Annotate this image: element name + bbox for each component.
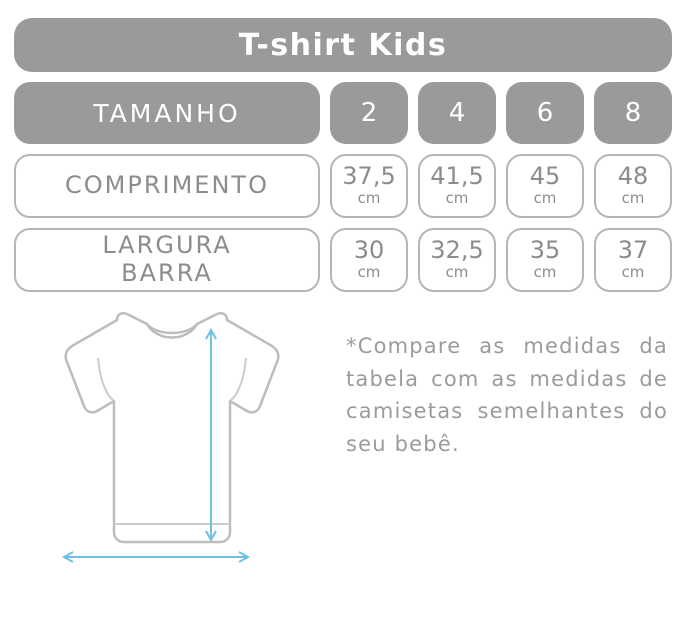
header-size-4 [418, 82, 496, 144]
cell-comprimento-8 [594, 154, 672, 218]
header-label-cell [14, 82, 320, 144]
cell-comprimento-6-unit: cm [533, 188, 557, 207]
header-size-4-text: 4 [448, 98, 466, 128]
header-size-2 [330, 82, 408, 144]
header-size-8-text: 8 [624, 98, 642, 128]
cell-comprimento-4-value: 41,5 [430, 161, 484, 190]
cell-comprimento-8-unit: cm [621, 188, 645, 207]
cell-largura-2 [330, 228, 408, 292]
cell-comprimento-6 [506, 154, 584, 218]
cell-comprimento-4-unit: cm [445, 188, 469, 207]
t-shirt-icon [14, 302, 330, 582]
cell-comprimento-6-value: 45 [529, 161, 561, 190]
vertical-measure-arrow [206, 330, 216, 540]
cell-largura-6-unit: cm [533, 262, 557, 281]
cell-largura-6 [506, 228, 584, 292]
cell-largura-4 [418, 228, 496, 292]
table-row [14, 228, 672, 292]
note-text: *Compare as medidas da tabela com as medidas de camisetas semelhantes do seu bebê. [346, 334, 668, 456]
cell-largura-2-value: 30 [353, 235, 385, 264]
header-label-text: TAMANHO [93, 98, 241, 128]
row-label-largura-line1: LARGURA [102, 231, 232, 260]
cell-largura-8-unit: cm [621, 262, 645, 281]
cell-comprimento-2-unit: cm [357, 188, 381, 207]
row-label-comprimento-text: COMPRIMENTO [65, 171, 269, 200]
cell-largura-6-value: 35 [529, 235, 561, 264]
page-title-bar [14, 18, 672, 72]
note-section [330, 302, 672, 586]
page-title: T-shirt Kids [238, 27, 448, 63]
row-label-comprimento [14, 154, 320, 218]
row-label-largura-barra [14, 228, 320, 292]
cell-largura-4-value: 32,5 [430, 235, 484, 264]
horizontal-measure-arrow [64, 552, 248, 562]
cell-largura-8-value: 37 [617, 235, 649, 264]
cell-comprimento-8-value: 48 [617, 161, 649, 190]
cell-comprimento-2 [330, 154, 408, 218]
header-size-8 [594, 82, 672, 144]
header-size-2-text: 2 [360, 98, 378, 128]
cell-comprimento-4 [418, 154, 496, 218]
t-shirt-diagram [14, 302, 330, 586]
header-size-6 [506, 82, 584, 144]
table-row [14, 154, 672, 218]
bottom-section [14, 302, 672, 586]
row-label-largura-line2: BARRA [121, 259, 213, 287]
cell-largura-2-unit: cm [357, 262, 381, 281]
cell-largura-8 [594, 228, 672, 292]
table-header-row [14, 82, 672, 144]
cell-comprimento-2-value: 37,5 [342, 161, 396, 190]
row-label-largura-barra-text [102, 232, 231, 287]
cell-largura-4-unit: cm [445, 262, 469, 281]
header-size-6-text: 6 [536, 98, 554, 128]
